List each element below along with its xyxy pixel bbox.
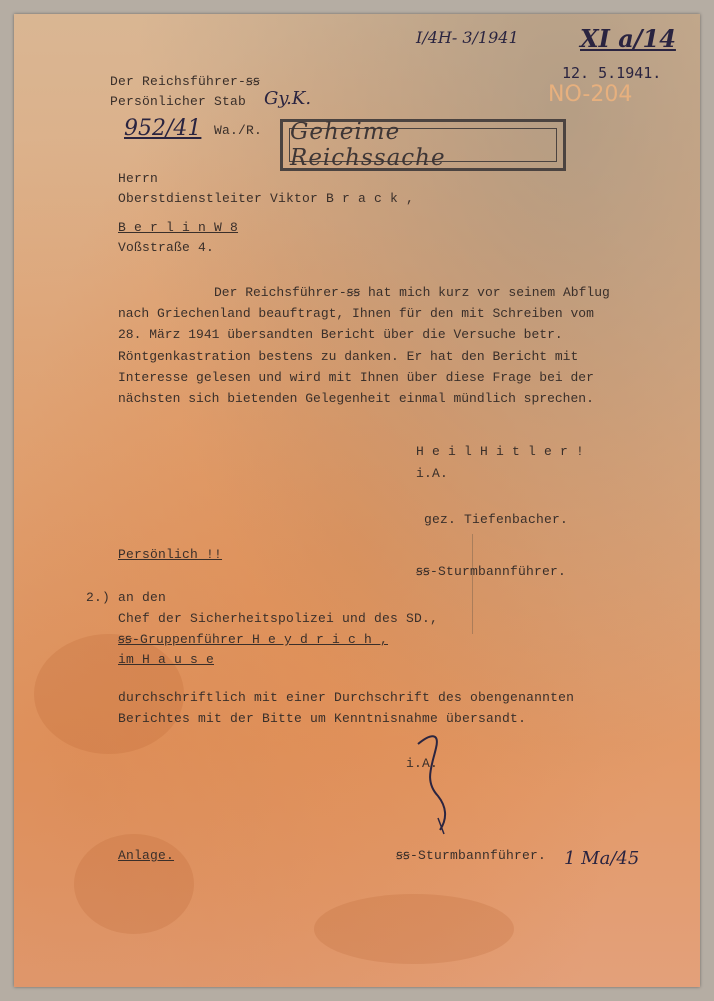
second-ia: i.A. xyxy=(406,756,439,771)
handwritten-initials: Gy.K. xyxy=(264,88,312,109)
closing-greeting: H e i l H i t l e r ! xyxy=(416,444,585,459)
addressee-chief: Chef der Sicherheitspolizei und des SD., xyxy=(118,611,439,626)
fold-line xyxy=(472,534,473,634)
archive-scribble: I/4H- 3/1941 xyxy=(416,28,519,47)
forward-text-line2: Berichtes mit der Bitte um Kenntnisnahme übersandt. xyxy=(118,711,527,726)
sender-line1: Der Reichsführer-ꞩꞩ xyxy=(110,74,260,89)
enclosure-label: Anlage. xyxy=(118,848,175,863)
addressee-name: ꞩꞩ-Gruppenführer H e y d r i c h , xyxy=(118,632,388,647)
body-line: nächsten sich bietenden Gelegenheit einmal mündlich sprechen. xyxy=(118,391,594,407)
handwritten-file-number: 952/41 xyxy=(124,116,202,141)
recipient-name: Oberstdienstleiter Viktor B r a c k , xyxy=(118,191,415,206)
sender-line2: Persönlicher Stab xyxy=(110,94,247,109)
second-rank: ꞩꞩ-Sturmbannführer. xyxy=(396,848,546,863)
personal-note: Persönlich !! xyxy=(118,547,223,562)
letter-page xyxy=(14,14,700,987)
signature-stroke xyxy=(410,726,470,836)
handwritten-note: 1 Ma/45 xyxy=(564,848,640,869)
recipient-street: Voßstraße 4. xyxy=(118,240,215,255)
addressee-prefix: an den xyxy=(118,590,167,605)
letter-body xyxy=(118,282,678,409)
body-line: Der Reichsführer-ꞩꞩ hat mich kurz vor seinem Abflug xyxy=(214,285,610,300)
addressee-location: im H a u s e xyxy=(118,652,215,667)
letter-date: 12. 5.1941. xyxy=(562,64,662,82)
closing-ia: i.A. xyxy=(416,466,449,481)
sender-reference: Wa./R. xyxy=(214,123,263,138)
forward-text-line1: durchschriftlich mit einer Durchschrift des obengenannten xyxy=(118,690,575,705)
recipient-city: B e r l i n W 8 xyxy=(118,220,239,235)
body-line: nach Griechenland beauftragt, Ihnen für den mit Schreiben vom xyxy=(118,306,594,322)
recipient-salutation: Herrn xyxy=(118,171,159,186)
closing-signed: gez. Tiefenbacher. xyxy=(424,512,569,527)
body-line: Röntgenkastration bestens zu danken. Er hat den Bericht mit xyxy=(118,348,579,364)
file-reference: XI a/14 xyxy=(580,24,676,53)
body-line: Interesse gelesen und wird mit Ihnen über diese Frage bei der xyxy=(118,369,594,385)
stamp-text: Geheime Reichssache xyxy=(290,119,446,171)
item-number: 2.) xyxy=(86,590,111,605)
closing-rank: ꞩꞩ-Sturmbannführer. xyxy=(416,564,566,579)
document-number: NO-204 xyxy=(548,82,633,107)
stain xyxy=(314,894,514,964)
body-line: 28. März 1941 übersandten Bericht über die Versuche betr. xyxy=(118,327,563,343)
secret-stamp xyxy=(280,119,566,171)
